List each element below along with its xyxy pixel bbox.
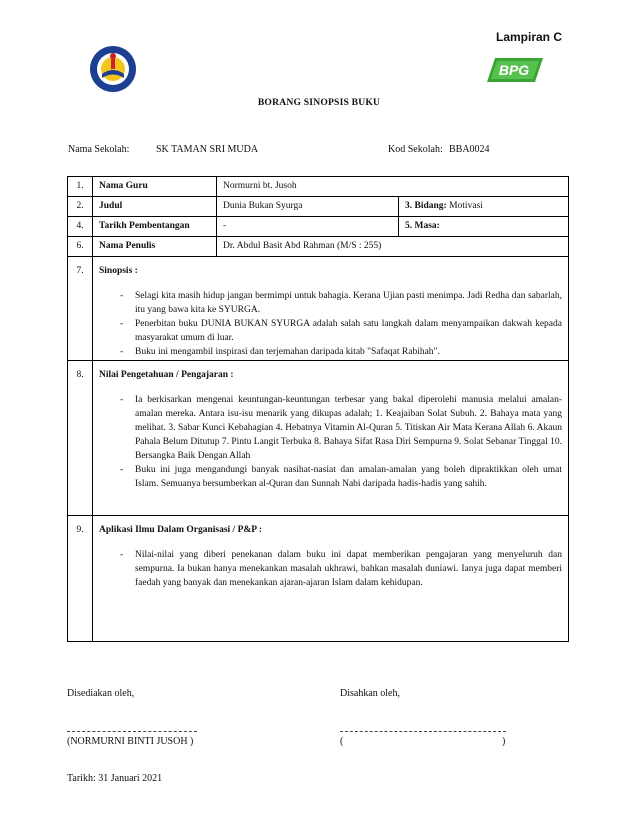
approved-name-open: ( <box>340 736 344 747</box>
row-number: 6. <box>68 237 93 257</box>
date-label: Tarikh: <box>67 773 96 784</box>
row-nama-penulis <box>68 237 569 257</box>
row-judul <box>68 197 569 217</box>
row-number: 7. <box>68 257 93 361</box>
row-number: 9. <box>68 516 93 642</box>
list-item: - Ia berkisarkan mengenai keuntungan-keuntungan terbesar yang bakal diperolehi manusia melalui amalan-amalan mereka. Antara isu-isu menarik yang dikupas adalah; 1. Keajaiban Solat Subuh. 2. Bahaya mata yang melihat. 3. Sabar Kunci Kebahagian 4. Hebatnya Vitamin Al-Quran 5. Titiskan Air Mata Kerana Allah 6. Akaun Pahala Belum Ditutup 7. Pintu Langit Terbuka 8. Bahaya Sifat Rasa Diri Sempurna 9. Solat Sebanar Tinggal 10. Bersangka Baik Dengan Allah <box>120 393 562 463</box>
row-tarikh-pembentangan <box>68 217 569 237</box>
aplikasi-cell <box>93 516 569 642</box>
row-nilai <box>68 361 569 516</box>
nama-guru-value: Normurni bt. Jusoh <box>217 177 569 197</box>
masa-cell <box>399 217 569 237</box>
school-code-value: BBA0024 <box>449 144 490 155</box>
school-name-label: Nama Sekolah: <box>68 144 130 155</box>
row-number: 4. <box>68 217 93 237</box>
lampiran-label: Lampiran C <box>495 30 562 44</box>
approved-by-label: Disahkan oleh, <box>340 688 400 699</box>
nama-penulis-value: Dr. Abdul Basit Abd Rahman (M/S : 255) <box>217 237 569 257</box>
list-item: - Buku ini mengambil inspirasi dan terjemahan daripada kitab "Safaqat Rabihah". <box>120 345 562 359</box>
row-nama-guru <box>68 177 569 197</box>
row-sinopsis <box>68 257 569 361</box>
row-number: 2. <box>68 197 93 217</box>
school-code-label: Kod Sekolah: <box>388 144 443 155</box>
nama-penulis-label: Nama Penulis <box>93 237 217 257</box>
bpg-logo-text: BPG <box>498 62 530 78</box>
synopsis-form-table <box>67 176 569 642</box>
masa-label: 5. Masa: <box>405 220 440 231</box>
nama-guru-label: Nama Guru <box>93 177 217 197</box>
list-item: - Nilai-nilai yang diberi penekanan dalam buku ini dapat memberikan pengajaran yang menyeluruh dan sempurna. Ia bukan hanya menekankan masalah ukhrawi, bahkan masalah duniawi. Ianya juga dapat memberi faedah yang banyak dan menekankan ajaran-ajaran Islam dalam kehidupan. <box>120 548 562 590</box>
nilai-title: Nilai Pengetahuan / Pengajaran : <box>99 370 234 380</box>
bidang-value: Motivasi <box>449 200 483 211</box>
bidang-label: 3. Bidang: <box>405 200 447 211</box>
aplikasi-list <box>99 548 562 590</box>
judul-value: Dunia Bukan Syurga <box>217 197 399 217</box>
nilai-list <box>99 393 562 491</box>
list-item: - Penerbitan buku DUNIA BUKAN SYURGA adalah salah satu langkah dalam menyampaikan dakwah kepada masyarakat umum di luar. <box>120 317 562 345</box>
tarikh-pembentangan-label: Tarikh Pembentangan <box>93 217 217 237</box>
prepared-signature-line <box>67 731 197 732</box>
row-aplikasi <box>68 516 569 642</box>
aplikasi-title: Aplikasi Ilmu Dalam Organisasi / P&P : <box>99 525 263 535</box>
ministry-logo-icon <box>88 44 138 94</box>
prepared-name: (NORMURNI BINTI JUSOH ) <box>67 736 194 747</box>
approved-signature-line <box>340 731 506 732</box>
sinopsis-title: Sinopsis : <box>99 266 138 276</box>
judul-label: Judul <box>93 197 217 217</box>
school-name-value: SK TAMAN SRI MUDA <box>156 144 259 155</box>
bpg-logo-icon <box>487 56 543 84</box>
tarikh-pembentangan-value: - <box>217 217 399 237</box>
bidang-cell <box>399 197 569 217</box>
list-item: - Selagi kita masih hidup jangan bermimpi untuk bahagia. Kerana Ujian pasti menimpa. Jadi Redha dan sabarlah, itu yang bawa kita ke SYURGA. <box>120 289 562 317</box>
date-row <box>67 773 162 784</box>
date-value: 31 Januari 2021 <box>98 773 163 784</box>
form-title: BORANG SINOPSIS BUKU <box>257 97 381 108</box>
prepared-by-label: Disediakan oleh, <box>67 688 135 699</box>
row-number: 1. <box>68 177 93 197</box>
row-number: 8. <box>68 361 93 516</box>
sinopsis-cell <box>93 257 569 361</box>
list-item: - Buku ini juga mengandungi banyak nasihat-nasiat dan amalan-amalan yang boleh dipraktikkan oleh umat Islam. Semuanya bersumberkan al-Quran dan Sunnah Nabi daripada hadis-hadis yang sahih. <box>120 463 562 491</box>
sinopsis-list <box>99 289 562 359</box>
nilai-cell <box>93 361 569 516</box>
approved-name-close: ) <box>502 736 506 747</box>
